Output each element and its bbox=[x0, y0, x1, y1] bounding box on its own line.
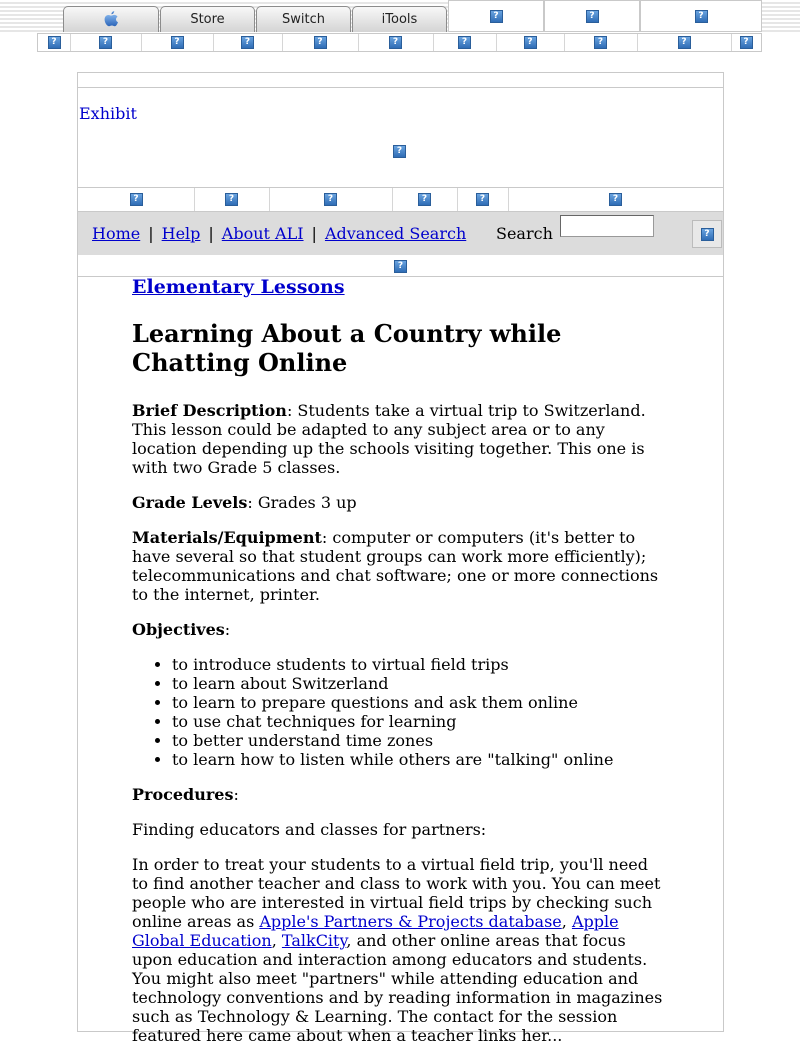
field-colon: : bbox=[233, 785, 239, 804]
broken-image-icon: ? bbox=[695, 10, 708, 23]
field-value: : Grades 3 up bbox=[247, 493, 357, 512]
field-label: Brief Description bbox=[132, 401, 287, 420]
tab-itools[interactable]: iTools bbox=[352, 6, 447, 32]
link-partners-projects[interactable]: Apple's Partners & Projects database bbox=[259, 912, 562, 931]
section-nav-item[interactable] bbox=[78, 188, 195, 211]
broken-image-icon: ? bbox=[324, 193, 337, 206]
broken-image-icon: ? bbox=[476, 193, 489, 206]
section-nav-item[interactable] bbox=[269, 188, 393, 211]
broken-image-icon: ? bbox=[394, 260, 407, 273]
secondary-nav-item[interactable] bbox=[141, 34, 214, 51]
broken-image-icon: ? bbox=[678, 36, 691, 49]
field-label: Procedures bbox=[132, 785, 234, 804]
list-item: • to learn to prepare questions and ask them online bbox=[172, 693, 666, 712]
exhibit-banner bbox=[78, 88, 723, 188]
link-apple-global-education[interactable]: Apple Global Education bbox=[132, 912, 619, 950]
top-image-cell[interactable] bbox=[544, 0, 640, 32]
exhibit-label: Exhibit bbox=[79, 104, 137, 123]
list-item: • to introduce students to virtual field trips bbox=[172, 655, 666, 674]
list-item: • to use chat techniques for learning bbox=[172, 712, 666, 731]
broken-image-icon: ? bbox=[99, 36, 112, 49]
secondary-nav-item[interactable] bbox=[70, 34, 142, 51]
field-label: Objectives bbox=[132, 620, 225, 639]
breadcrumb-link[interactable]: Elementary Lessons bbox=[132, 276, 345, 298]
secondary-nav-item[interactable] bbox=[496, 34, 565, 51]
tab-apple[interactable] bbox=[63, 6, 159, 32]
procedures-heading bbox=[132, 785, 666, 804]
broken-image-icon: ? bbox=[171, 36, 184, 49]
field-label: Grade Levels bbox=[132, 493, 248, 512]
broken-image-icon: ? bbox=[701, 228, 714, 241]
brief-description bbox=[132, 401, 666, 477]
nav-separator: | bbox=[311, 224, 317, 243]
broken-image-icon: ? bbox=[48, 36, 61, 49]
page-title: Learning About a Country while Chatting Online bbox=[132, 319, 562, 377]
section-nav-item[interactable] bbox=[194, 188, 270, 211]
broken-image-icon: ? bbox=[241, 36, 254, 49]
list-item: • to learn about Switzerland bbox=[172, 674, 666, 693]
top-image-cell[interactable] bbox=[640, 0, 762, 32]
paragraph-text: In order to treat your students to a virtual field trip, you'll need to find another teacher and class to work with you. You can meet people who are interested in virtual field trips by checking such online areas as bbox=[132, 855, 661, 931]
grade-levels bbox=[132, 493, 666, 512]
comma: , bbox=[271, 931, 282, 950]
search-input[interactable] bbox=[560, 215, 654, 237]
secondary-nav-row bbox=[37, 33, 762, 52]
section-nav-row bbox=[78, 188, 723, 212]
field-colon: : bbox=[224, 620, 231, 639]
paragraph-text: , and other online areas that focus upon education and interaction among educators and students. You might also meet "partners" while attending education and technology conventions and by reading information in magazines such as Technology & Learning. The contact for the session featured here came about when a teacher links her... bbox=[132, 931, 663, 1045]
broken-image-icon: ? bbox=[225, 193, 238, 206]
finding-partners-text: Finding educators and classes for partners: bbox=[132, 820, 487, 839]
search-label: Search bbox=[496, 224, 553, 243]
objectives-list bbox=[132, 655, 666, 769]
site-nav-bar bbox=[78, 212, 723, 255]
field-label: Materials/Equipment bbox=[132, 528, 322, 547]
secondary-nav-item[interactable] bbox=[433, 34, 497, 51]
section-nav-item[interactable] bbox=[508, 188, 723, 211]
secondary-nav-item[interactable] bbox=[564, 34, 638, 51]
broken-image-icon: ? bbox=[418, 193, 431, 206]
broken-image-icon: ? bbox=[586, 10, 599, 23]
nav-link-home[interactable]: Home bbox=[92, 224, 141, 243]
tab-switch[interactable]: Switch bbox=[256, 6, 351, 32]
broken-image-icon: ? bbox=[314, 36, 327, 49]
objectives-heading bbox=[132, 620, 666, 639]
lesson-content bbox=[132, 276, 666, 1061]
list-item: • to better understand time zones bbox=[172, 731, 666, 750]
tab-store[interactable]: Store bbox=[160, 6, 255, 32]
section-nav-item[interactable] bbox=[457, 188, 509, 211]
nav-separator: | bbox=[148, 224, 154, 243]
broken-image-icon: ? bbox=[458, 36, 471, 49]
section-nav-item[interactable] bbox=[392, 188, 458, 211]
top-image-cell[interactable] bbox=[448, 0, 544, 32]
broken-image-icon: ? bbox=[130, 193, 143, 206]
broken-image-icon: ? bbox=[389, 36, 402, 49]
broken-image-icon: ? bbox=[393, 145, 406, 158]
nav-link-advanced-search[interactable]: Advanced Search bbox=[324, 224, 467, 243]
secondary-nav-item[interactable] bbox=[282, 34, 359, 51]
secondary-nav-item[interactable] bbox=[38, 34, 71, 51]
broken-image-icon: ? bbox=[594, 36, 607, 49]
nav-links bbox=[92, 224, 466, 243]
link-talkcity[interactable]: TalkCity bbox=[281, 931, 347, 950]
broken-image-icon: ? bbox=[490, 10, 503, 23]
broken-image-icon: ? bbox=[609, 193, 622, 206]
top-tab-bar bbox=[0, 0, 800, 34]
broken-image-icon: ? bbox=[524, 36, 537, 49]
field-value: : Students take a virtual trip to Switzerland. This lesson could be adapted to any subject area or to any location depending up the schools visiting together. This one is with two Grade 5 classes. bbox=[132, 401, 646, 477]
secondary-nav-item[interactable] bbox=[358, 34, 434, 51]
nav-link-about[interactable]: About ALI bbox=[221, 224, 304, 243]
breadcrumb bbox=[132, 276, 666, 298]
search-submit-button[interactable] bbox=[692, 220, 722, 248]
procedures-paragraph bbox=[132, 855, 666, 1045]
content-header-image bbox=[78, 256, 723, 277]
nav-separator: | bbox=[208, 224, 214, 243]
apple-logo-icon bbox=[102, 10, 120, 30]
secondary-nav-item[interactable] bbox=[213, 34, 283, 51]
materials bbox=[132, 528, 666, 604]
frame-top-spacer bbox=[78, 73, 723, 88]
field-value: : computer or computers (it's better to have several so that student groups can work more efficiently); telecommunications and chat software; one or more connections to the internet, printer. bbox=[132, 528, 659, 604]
secondary-nav-item[interactable] bbox=[637, 34, 732, 51]
broken-image-icon: ? bbox=[740, 36, 753, 49]
comma: , bbox=[561, 912, 572, 931]
secondary-nav-item[interactable] bbox=[731, 34, 761, 51]
list-item: • to learn how to listen while others are "talking" online bbox=[172, 750, 666, 769]
nav-link-help[interactable]: Help bbox=[161, 224, 201, 243]
